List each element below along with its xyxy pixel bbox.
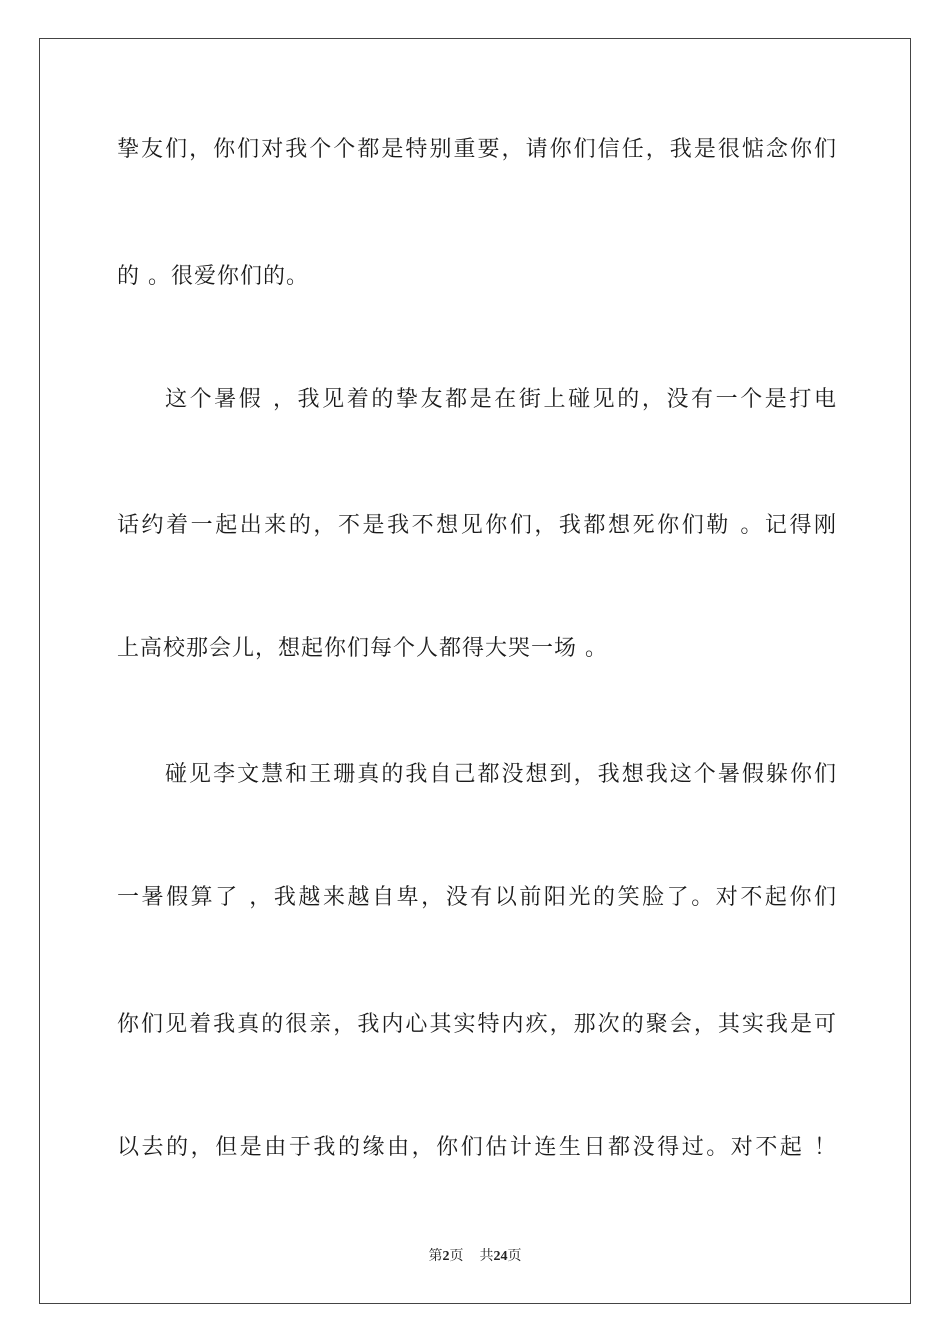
total-suffix: 页 [507, 1248, 522, 1264]
page-suffix: 页 [449, 1248, 464, 1264]
text-line-7: 一暑假算了 ，我越来越自卑，没有以前阳光的笑脸了。对不起你们 [117, 885, 837, 910]
text-line-8: 你们见着我真的很亲，我内心其实特内疚，那次的聚会，其实我是可 [117, 1012, 837, 1037]
text-line-9: 以去的，但是由于我的缘由，你们估计连生日都没得过。对不起 ！ [117, 1135, 837, 1160]
text-line-4: 话约着一起出来的，不是我不想见你们，我都想死你们勒 。记得刚 [117, 513, 837, 538]
text-line-5: 上高校那会儿，想起你们每个人都得大哭一场 。 [117, 636, 608, 661]
text-line-6: 碰见李文慧和王珊真的我自己都没想到，我想我这个暑假躲你们 [165, 762, 837, 787]
page-number: 2 [442, 1249, 450, 1264]
page-border [39, 38, 911, 1304]
text-line-1: 挚友们，你们对我个个都是特别重要，请你们信任，我是很惦念你们 [117, 137, 837, 162]
total-pages: 24 [493, 1249, 508, 1264]
page-footer [0, 1247, 950, 1266]
text-line-2: 的 。很爱你们的。 [117, 264, 309, 289]
text-line-3: 这个暑假 ，我见着的挚友都是在街上碰见的，没有一个是打电 [165, 387, 837, 412]
page-prefix: 第 [428, 1248, 443, 1264]
total-prefix: 共 [479, 1248, 494, 1264]
